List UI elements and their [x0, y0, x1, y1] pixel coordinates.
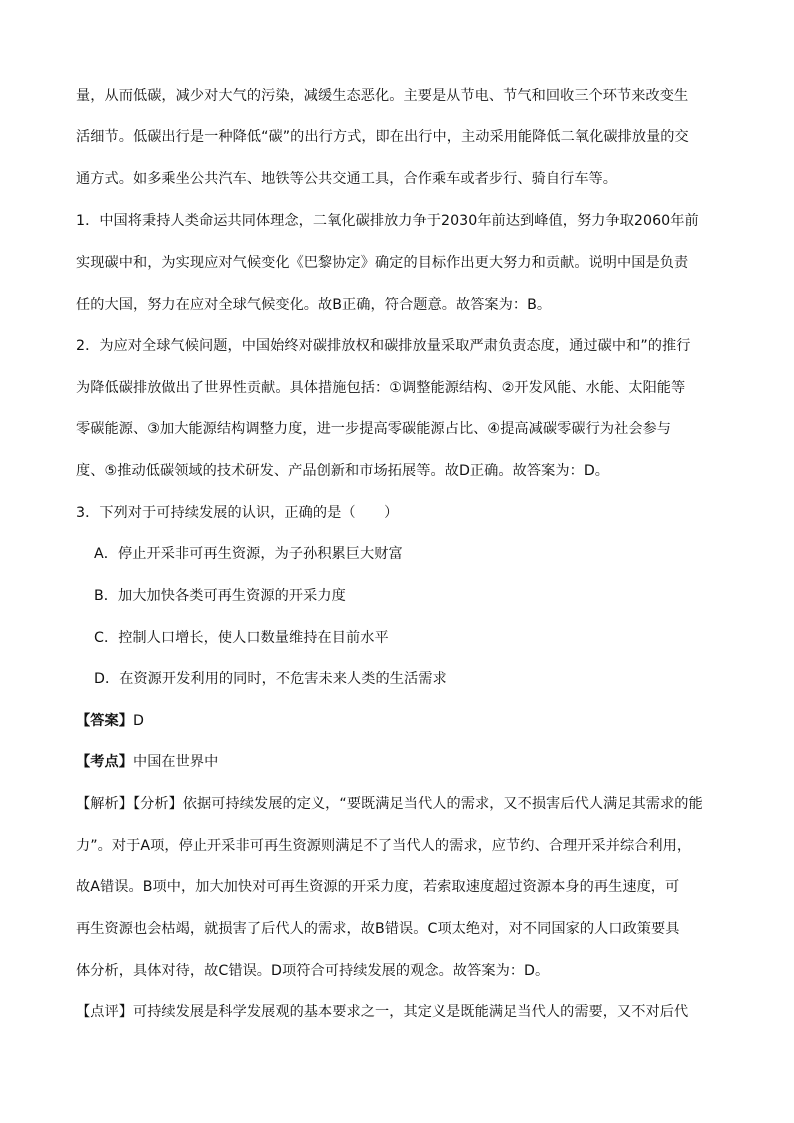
answer-tag: 【答案】: [76, 713, 133, 729]
comment-line: 【点评】可持续发展是科学发展观的基本要求之一，其定义是既能满足当代人的需要，又不对后代: [76, 1004, 689, 1020]
text-line: 实现碳中和，为实现应对气候变化《巴黎协定》确定的目标作出更大努力和贡献。说明中国是负责: [76, 255, 689, 271]
answer-line: [76, 711, 736, 731]
analysis-line: 力”。对于A项，停止开采非可再生资源则满足不了当代人的需求，应节约、合理开采并综合利用，: [76, 838, 692, 854]
text-line: 零碳能源、③加大能源结构调整力度，进一步提高零碳能源占比、④提高减碳零碳行为社会参与: [76, 421, 672, 437]
point-value: 中国在世界中: [132, 754, 219, 770]
option-b: B．加大加快各类可再生资源的开采力度: [94, 588, 346, 604]
text-line: 活细节。低碳出行是一种降低“碳”的出行方式，即在出行中，主动采用能降低二氧化碳排放量的交: [76, 129, 689, 145]
point-line: [76, 752, 736, 772]
question-stem: 3．下列对于可持续发展的认识，正确的是（ ）: [76, 505, 399, 521]
text-line: 2．为应对全球气候问题，中国始终对碳排放权和碳排放量采取严肃负责态度，通过碳中和”的推行: [76, 338, 691, 354]
analysis-line: 体分析，具体对待，故C错误。D项符合可持续发展的观念。故答案为：D。: [76, 963, 550, 979]
text-line: 度、⑤推动低碳领域的技术研发、产品创新和市场拓展等。故D正确。故答案为：D。: [76, 463, 610, 479]
point-tag: 【考点】: [76, 754, 133, 770]
option-a: A．停止开采非可再生资源，为子孙积累巨大财富: [94, 546, 403, 562]
answer-value: D: [132, 713, 144, 729]
analysis-line: 再生资源也会枯竭，就损害了后代人的需求，故B错误。C项太绝对，对不同国家的人口政策要具: [76, 921, 680, 937]
text-line: 通方式。如多乘坐公共汽车、地铁等公共交通工具，合作乘车或者步行、骑自行车等。: [76, 171, 618, 187]
option-d: D．在资源开发利用的同时，不危害未来人类的生活需求: [94, 671, 447, 687]
text-line: 1．中国将秉持人类命运共同体理念，二氧化碳排放力争于2030年前达到峰值，努力争取2060年前: [76, 213, 699, 229]
text-line: 量，从而低碳，减少对大气的污染，减缓生态恶化。主要是从节电、节气和回收三个环节来改变生: [76, 88, 689, 104]
analysis-line: 【解析】【分析】依据可持续发展的定义，“要既满足当代人的需求，又不损害后代人满足其需求的能: [76, 796, 703, 812]
text-line: 任的大国，努力在应对全球气候变化。故B正确，符合题意。故答案为：B。: [76, 297, 552, 313]
analysis-line: 故A错误。B项中，加大加快对可再生资源的开采力度，若索取速度超过资源本身的再生速度，可: [76, 879, 680, 895]
option-c: C．控制人口增长，使人口数量维持在目前水平: [94, 630, 389, 646]
text-line: 为降低碳排放做出了世界性贡献。具体措施包括：①调整能源结构、②开发风能、水能、太阳能等: [76, 380, 686, 396]
